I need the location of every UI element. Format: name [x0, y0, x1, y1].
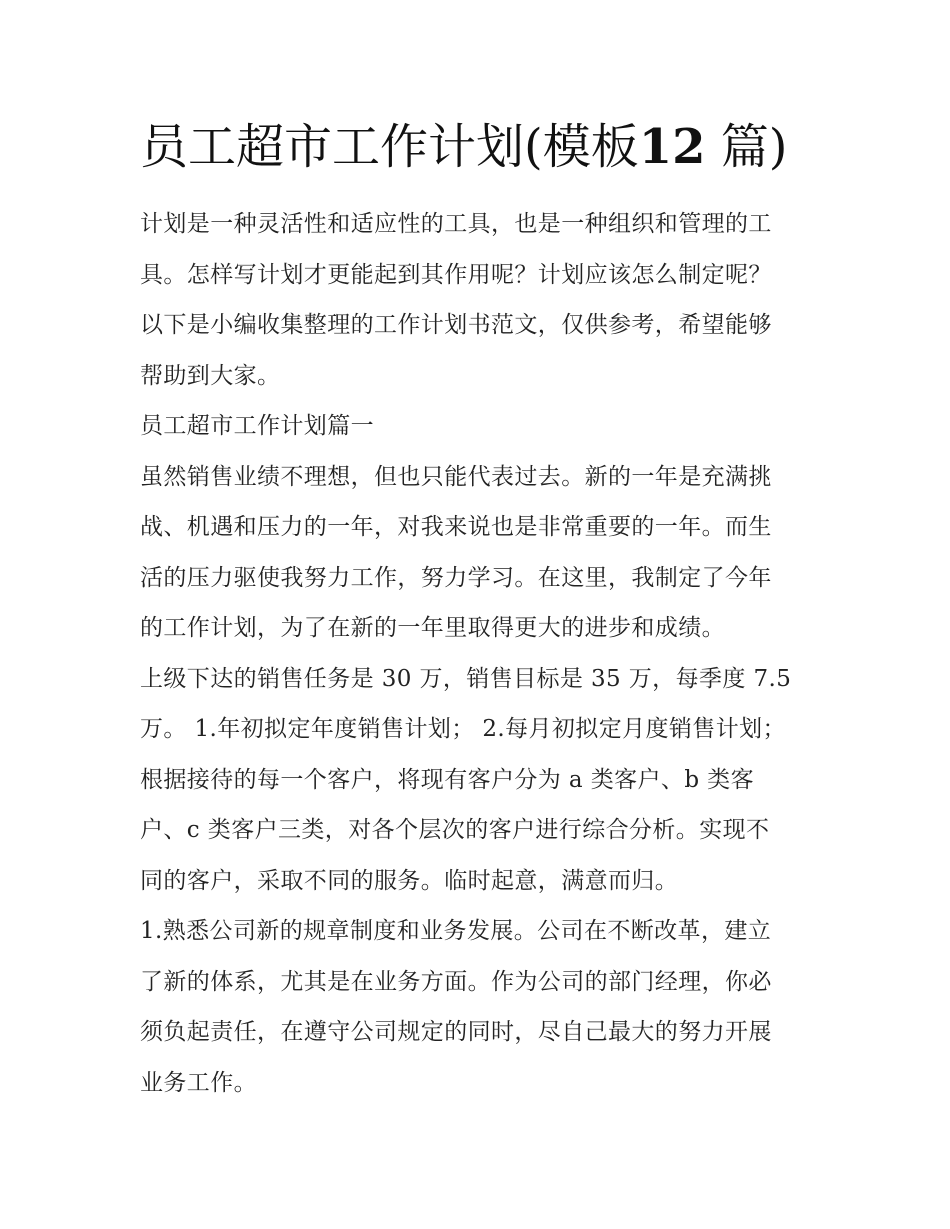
text-line: 虽然销售业绩不理想，但也只能代表过去。新的一年是充满挑 — [140, 463, 772, 490]
section-heading — [140, 401, 815, 452]
text-line: 了新的体系，尤其是在业务方面。作为公司的部门经理，你必 — [140, 968, 772, 995]
body-paragraph — [140, 906, 815, 1108]
text-line: 业务工作。 — [140, 1069, 257, 1096]
body-paragraph — [140, 452, 815, 654]
text-line: 上级下达的销售任务是 30 万，销售目标是 35 万，每季度 7.5 — [140, 665, 792, 692]
title-suffix: 篇) — [720, 119, 788, 175]
text-line: 具。怎样写计划才更能起到其作用呢？计划应该怎么制定呢？ — [140, 261, 772, 288]
text-line: 同的客户，采取不同的服务。临时起意，满意而归。 — [140, 867, 679, 894]
page-title — [140, 112, 860, 182]
text-line: 1.熟悉公司新的规章制度和业务发展。公司在不断改革，建立 — [140, 918, 772, 944]
title-number: 12 — [638, 119, 706, 175]
text-line: 帮助到大家。 — [140, 362, 281, 389]
text-line: 员工超市工作计划篇一 — [140, 413, 374, 439]
title-prefix: 员工超市工作计划(模板 — [140, 119, 639, 175]
text-line: 战、机遇和压力的一年，对我来说也是非常重要的一年。而生 — [140, 514, 772, 540]
body-paragraph — [140, 654, 815, 907]
text-line: 万。 1.年初拟定年度销售计划； 2.每月初拟定月度销售计划； — [140, 716, 786, 742]
text-line: 以下是小编收集整理的工作计划书范文，仅供参考，希望能够 — [140, 312, 772, 338]
text-line: 须负起责任，在遵守公司规定的同时，尽自己最大的努力开展 — [140, 1019, 772, 1045]
document-body — [140, 199, 815, 1108]
text-line: 计划是一种灵活性和适应性的工具，也是一种组织和管理的工 — [140, 211, 772, 237]
text-line: 的工作计划，为了在新的一年里取得更大的进步和成绩。 — [140, 615, 725, 641]
text-line: 活的压力驱使我努力工作，努力学习。在这里，我制定了今年 — [140, 564, 772, 591]
text-line: 根据接待的每一个客户，将现有客户分为 a 类客户、b 类客 — [140, 766, 754, 793]
intro-paragraph — [140, 199, 815, 401]
text-line: 户、c 类客户三类，对各个层次的客户进行综合分析。实现不 — [140, 817, 770, 843]
